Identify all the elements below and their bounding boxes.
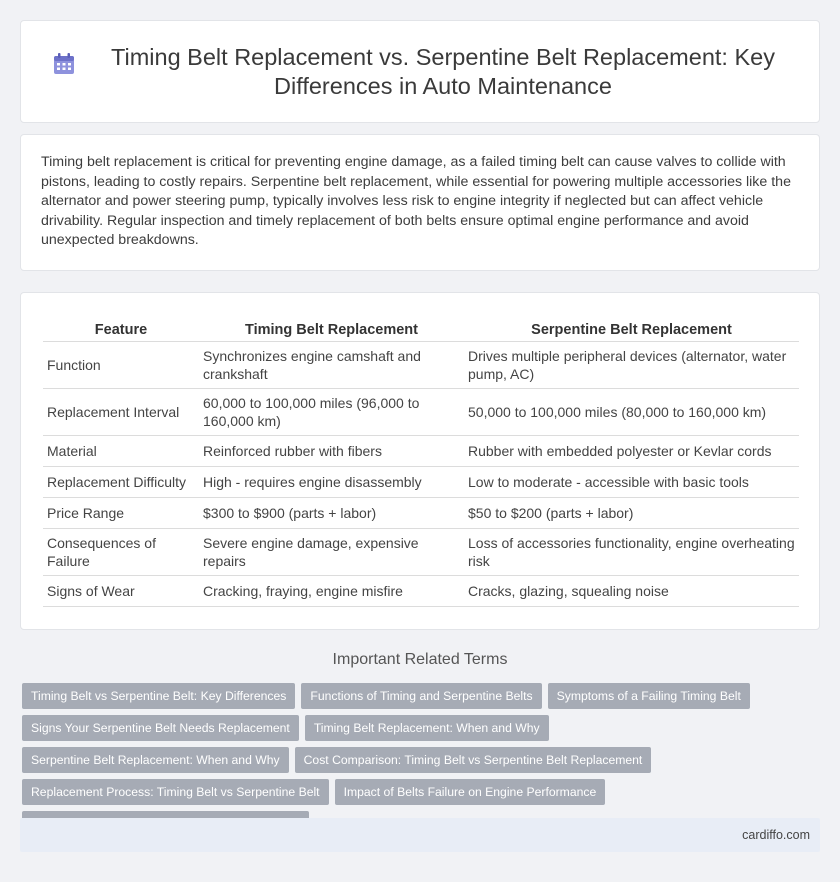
table-cell: Cracks, glazing, squealing noise [464,575,799,606]
related-term-tag[interactable]: Replacement Process: Timing Belt vs Serpentine Belt [22,779,329,805]
table-row [43,575,799,606]
table-row [43,341,799,388]
table-cell: Replacement Difficulty [43,466,199,497]
table-cell: Synchronizes engine camshaft and crankshaft [199,341,464,388]
related-term-tag[interactable]: Timing Belt vs Serpentine Belt: Key Differences [22,683,295,709]
table-cell: $50 to $200 (parts + labor) [464,497,799,528]
table-cell: Cracking, fraying, engine misfire [199,575,464,606]
header-feature: Feature [43,313,199,341]
page-title: Timing Belt Replacement vs. Serpentine Belt Replacement: Key Differences in Auto Maintenance [111,43,775,99]
table-cell: Replacement Interval [43,388,199,435]
table-cell: Drives multiple peripheral devices (alternator, water pump, AC) [464,341,799,388]
table-cell: Price Range [43,497,199,528]
table-cell: 50,000 to 100,000 miles (80,000 to 160,000 km) [464,388,799,435]
related-term-tag[interactable]: Symptoms of a Failing Timing Belt [548,683,750,709]
related-term-tag[interactable]: Impact of Belts Failure on Engine Performance [335,779,606,805]
header-serpentine-belt: Serpentine Belt Replacement [464,313,799,341]
table-cell: Loss of accessories functionality, engine overheating risk [464,528,799,575]
table-cell: Function [43,341,199,388]
table-cell: Material [43,435,199,466]
related-terms-title: Important Related Terms [332,651,508,668]
table-cell: High - requires engine disassembly [199,466,464,497]
table-row [43,497,799,528]
title-card [20,20,820,123]
comparison-table-card [20,292,820,630]
summary-card [20,134,820,271]
table-cell: 60,000 to 100,000 miles (96,000 to 160,000 km) [199,388,464,435]
header-timing-belt: Timing Belt Replacement [199,313,464,341]
table-cell: Rubber with embedded polyester or Kevlar cords [464,435,799,466]
table-cell: Low to moderate - accessible with basic tools [464,466,799,497]
footer-site-link[interactable]: cardiffo.com [742,828,810,842]
table-row [43,435,799,466]
related-term-tag[interactable]: Signs Your Serpentine Belt Needs Replacement [22,715,299,741]
calendar-icon [51,51,77,77]
footer [20,818,820,852]
table-header-row [43,313,799,341]
table-row [43,528,799,575]
related-term-tag[interactable]: Timing Belt Replacement: When and Why [305,715,549,741]
related-term-tag[interactable]: Functions of Timing and Serpentine Belts [301,683,541,709]
table-cell: $300 to $900 (parts + labor) [199,497,464,528]
table-cell: Consequences of Failure [43,528,199,575]
related-term-tag[interactable]: Serpentine Belt Replacement: When and Why [22,747,289,773]
related-term-tag[interactable]: Cost Comparison: Timing Belt vs Serpentine Belt Replacement [295,747,652,773]
table-cell: Reinforced rubber with fibers [199,435,464,466]
table-cell: Signs of Wear [43,575,199,606]
table-row [43,466,799,497]
title-wrap [51,43,789,101]
summary-text: Timing belt replacement is critical for preventing engine damage, as a failed timing belt can cause valves to collide with pistons, leading to costly repairs. Serpentine belt replacement, while essential for powering multiple accessories like the alternator and power steering pump, typically involves less risk to engine integrity if neglected but can affect vehicle drivability. Regular inspection and timely replacement of both belts ensure optimal engine performance and avoid unexpected breakdowns. [41,154,791,249]
table-row [43,388,799,435]
table-cell: Severe engine damage, expensive repairs [199,528,464,575]
comparison-table [43,313,799,607]
